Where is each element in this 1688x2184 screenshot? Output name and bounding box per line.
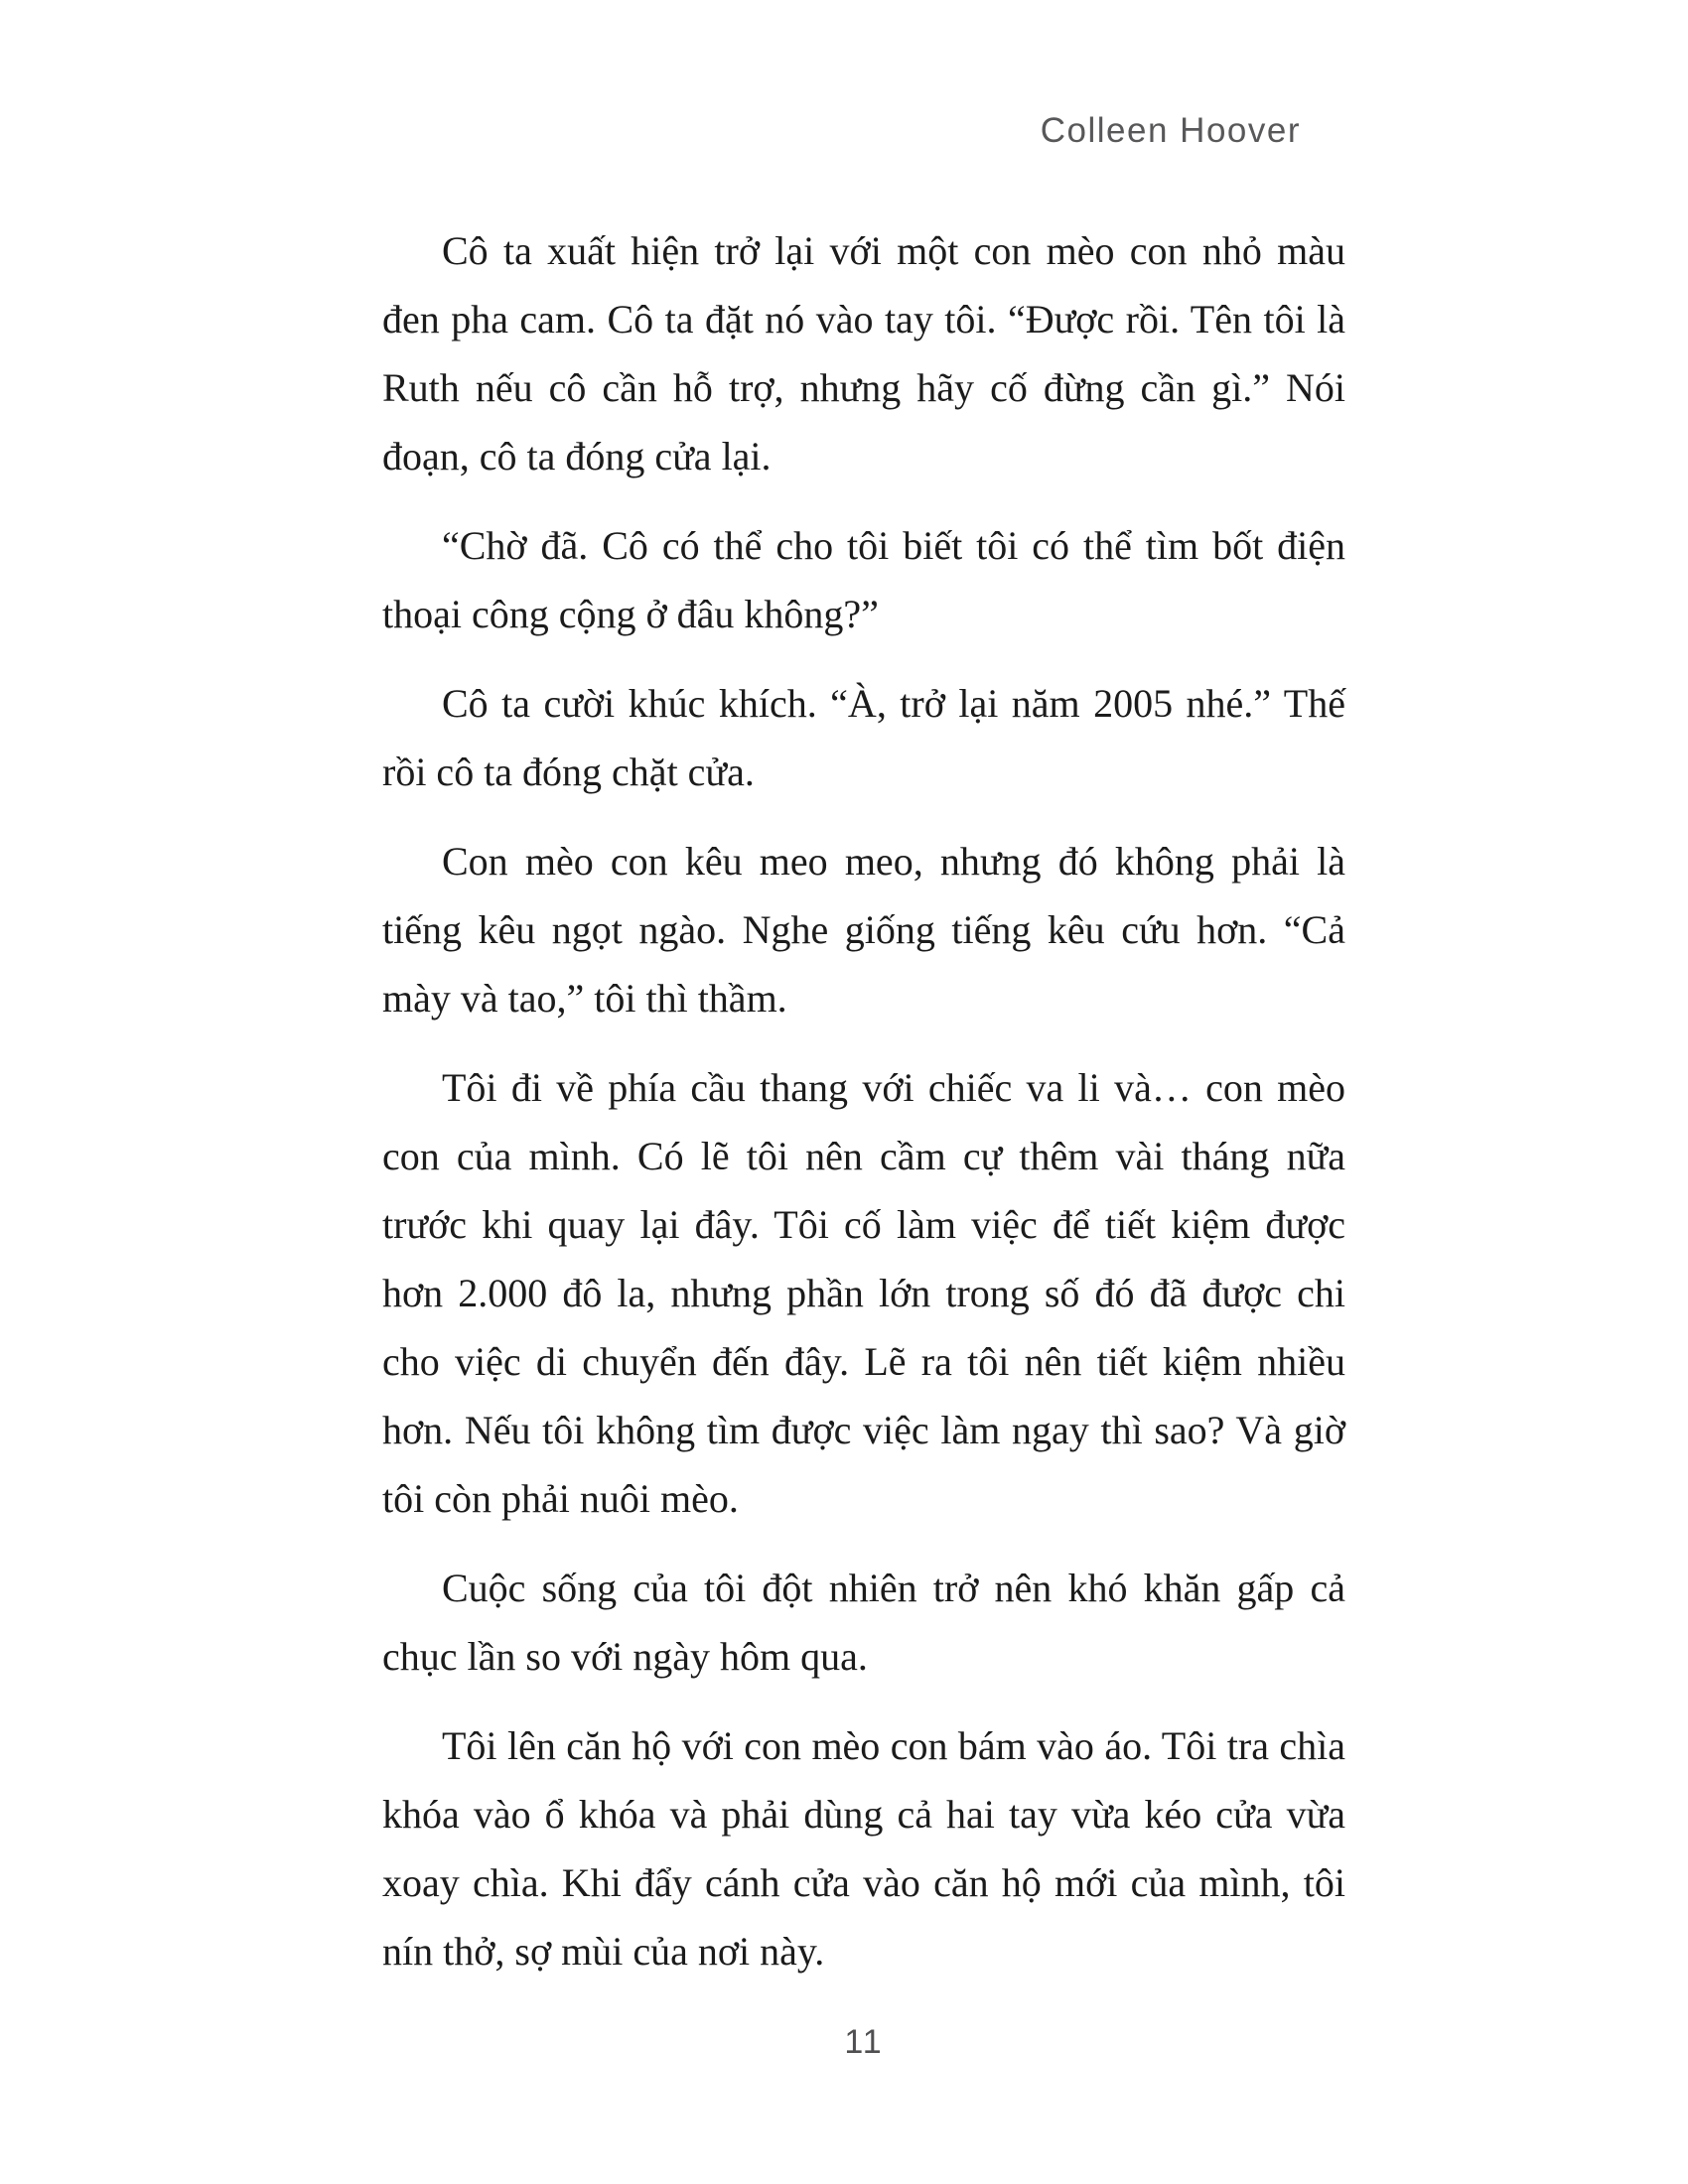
page-number: 11 xyxy=(844,2023,884,2061)
paragraph: Con mèo con kêu meo meo, nhưng đó không phải là tiếng kêu ngọt ngào. Nghe giống tiếng kêu cứu hơn. “Cả mày và tao,” tôi thì thầm. xyxy=(382,839,1345,1021)
paragraph: Cuộc sống của tôi đột nhiên trở nên khó khăn gấp cả chục lần so với ngày hôm qua. xyxy=(382,1566,1345,1679)
running-header-author: Colleen Hoover xyxy=(1040,111,1301,150)
body-text xyxy=(382,216,1345,2006)
paragraph: “Chờ đã. Cô có thể cho tôi biết tôi có thể tìm bốt điện thoại công cộng ở đâu không?” xyxy=(382,523,1345,636)
paragraph: Tôi lên căn hộ với con mèo con bám vào áo. Tôi tra chìa khóa vào ổ khóa và phải dùng cả hai tay vừa kéo cửa vừa xoay chìa. Khi đẩy cánh cửa vào căn hộ mới của mình, tôi nín thở, sợ mùi của nơi này. xyxy=(382,1723,1345,1974)
paragraph: Tôi đi về phía cầu thang với chiếc va li và… con mèo con của mình. Có lẽ tôi nên cầm cự thêm vài tháng nữa trước khi quay lại đây. Tôi cố làm việc để tiết kiệm được hơn 2.000 đô la, nhưng phần lớn trong số đó đã được chi cho việc di chuyển đến đây. Lẽ ra tôi nên tiết kiệm nhiều hơn. Nếu tôi không tìm được việc làm ngay thì sao? Và giờ tôi còn phải nuôi mèo. xyxy=(382,1065,1345,1521)
paragraph: Cô ta cười khúc khích. “À, trở lại năm 2005 nhé.” Thế rồi cô ta đóng chặt cửa. xyxy=(382,681,1345,794)
paragraph: Cô ta xuất hiện trở lại với một con mèo con nhỏ màu đen pha cam. Cô ta đặt nó vào tay tôi. “Được rồi. Tên tôi là Ruth nếu cô cần hỗ trợ, nhưng hãy cố đừng cần gì.” Nói đoạn, cô ta đóng cửa lại. xyxy=(382,228,1345,478)
